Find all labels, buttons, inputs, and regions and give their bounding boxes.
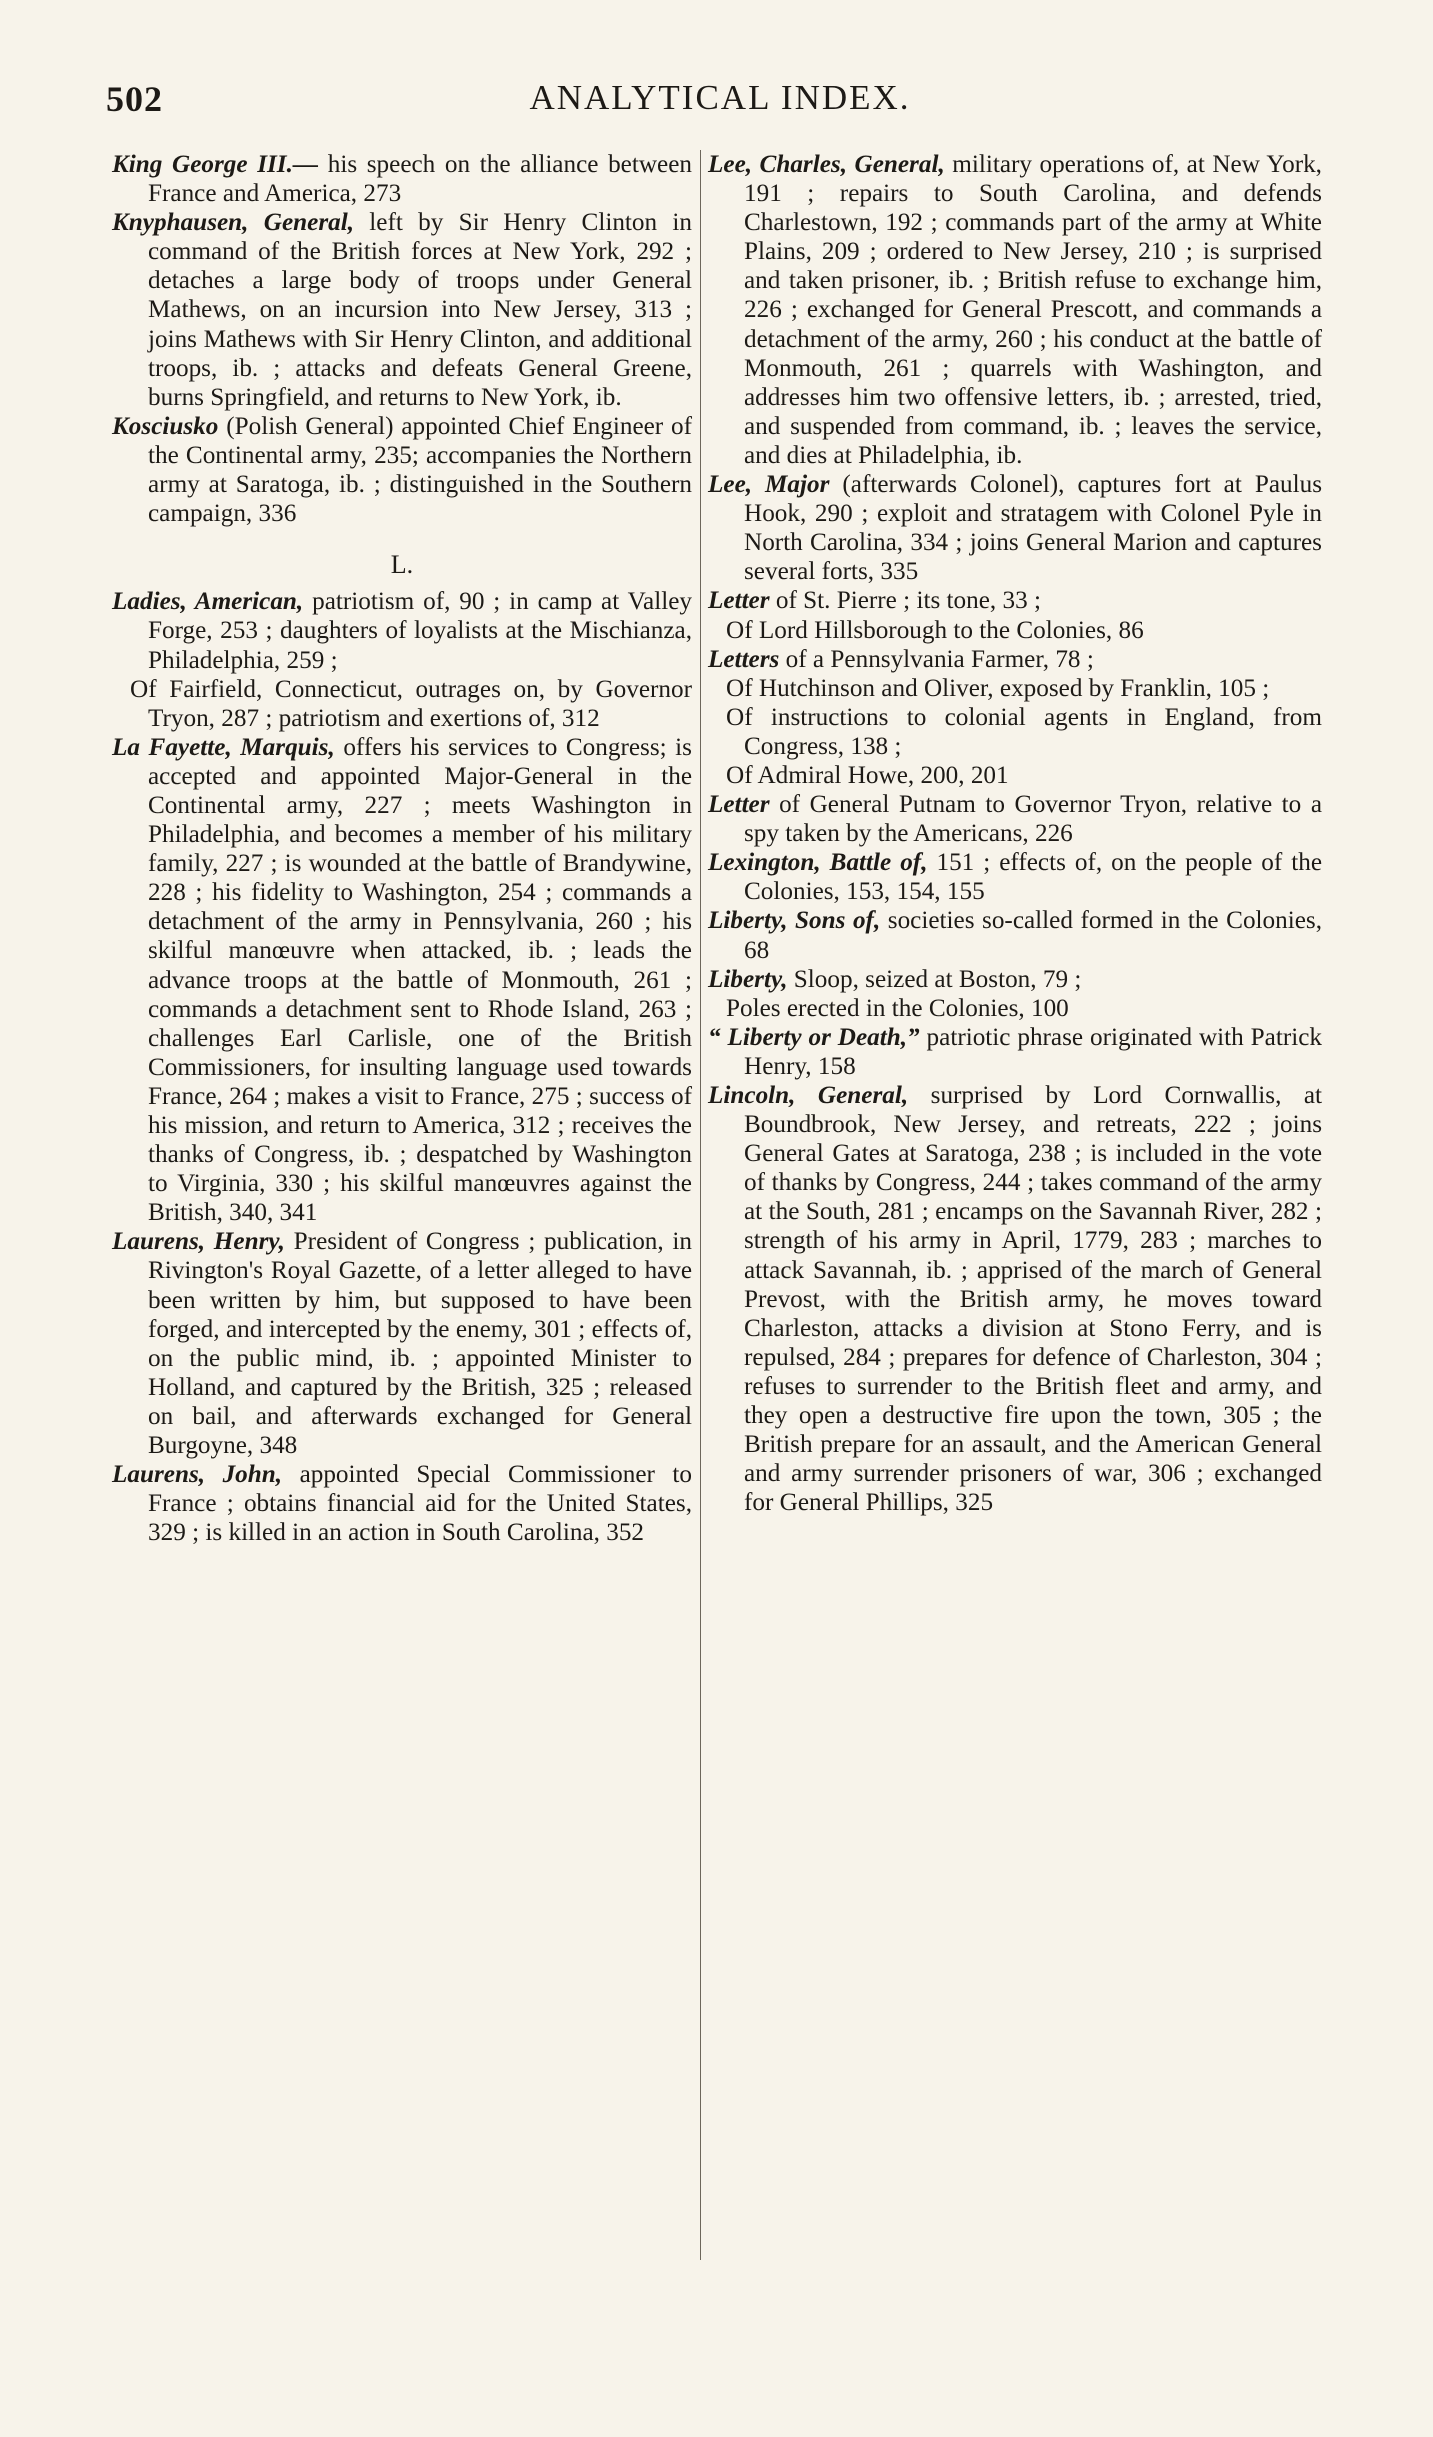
entry-heading: Lee, Charles, General, xyxy=(708,151,945,178)
index-entry xyxy=(708,761,1322,790)
entry-heading: Lexington, Battle of, xyxy=(708,849,928,877)
entry-heading: Ladies, American, xyxy=(112,588,304,616)
entry-heading: “ Liberty or Death,” xyxy=(708,1023,920,1051)
entry-heading: Knyphausen, General, xyxy=(112,209,355,237)
page-header xyxy=(100,78,1340,128)
running-title: ANALYTICAL INDEX. xyxy=(529,78,911,117)
index-entry xyxy=(708,674,1322,703)
page-number: 502 xyxy=(106,79,163,119)
entry-heading: Lincoln, General, xyxy=(708,1082,909,1109)
entry-text: of St. Pierre ; its tone, 33 ; xyxy=(769,587,1041,615)
entry-text: appointed Special Commissioner to France ; obtains financial aid for the United States, 329 ; is killed in an action in South Carolina, 352 xyxy=(148,1461,693,1547)
letter-heading: L. xyxy=(390,550,414,580)
left-column xyxy=(112,150,692,1547)
entry-heading: Letter xyxy=(708,791,770,819)
index-entry xyxy=(708,790,1322,848)
left-l-entries xyxy=(112,587,692,1547)
entry-text: (afterwards Colonel), captures fort at Paulus Hook, 290 ; exploit and stratagem with Colonel Pyle in North Carolina, 334 ; joins General Marion and captures several forts, 335 xyxy=(744,471,1322,586)
entry-text: Of Fairfield, Connecticut, outrages on, by Governor Tryon, 287 ; patriotism and exertions of, 312 xyxy=(130,675,692,732)
entry-heading: Kosciusko xyxy=(112,412,219,440)
index-entry xyxy=(708,470,1322,586)
entry-heading: Letter xyxy=(708,587,770,615)
entry-text: Of Admiral Howe, 200, 201 xyxy=(726,761,1009,789)
index-entry xyxy=(112,150,692,208)
entry-text: Of Hutchinson and Oliver, exposed by Franklin, 105 ; xyxy=(726,674,1270,702)
index-entry xyxy=(112,208,692,412)
entry-heading: Liberty, Sons of, xyxy=(708,907,881,935)
entry-heading: Liberty, xyxy=(708,965,788,993)
index-entry xyxy=(112,675,692,733)
entry-text: of a Pennsylvania Farmer, 78 ; xyxy=(779,645,1094,673)
entry-text: (Polish General) appointed Chief Engineer of the Continental army, 235; accompanies the Northern army at Saratoga, ib. ; distinguished in the Southern campaign, 336 xyxy=(148,412,692,528)
index-entry xyxy=(708,848,1322,906)
entry-text: left by Sir Henry Clinton in command of the British forces at New York, 292 ; detaches a large body of troops under General Mathews, on an incursion into New Jersey, 313 ; joins Mathews with Sir Henry Clinton, and additional troops, ib. ; attacks and defeats General Greene, burns Springfield, and returns to New York, ib. xyxy=(148,209,692,411)
entry-heading: Letters xyxy=(708,645,780,673)
index-entry xyxy=(708,586,1322,615)
right-entries xyxy=(708,150,1322,1517)
entry-heading: Lee, Major xyxy=(708,471,830,499)
entry-text: military operations of, at New York, 191 ; repairs to South Carolina, and defends Charlestown, 192 ; commands part of the army at White Plains, 209 ; ordered to New Jersey, 210 ; is surprised and taken prisoner, ib. ; British refuse to exchange him, 226 ; exchanged for General Prescott, and commands a detachment of the army, 260 ; his conduct at the battle of Monmouth, 261 ; quarrels with Washington, and addresses him two offensive letters, ib. ; arrested, tried, and suspended from command, ib. ; leaves the service, and dies at Philadelphia, ib. xyxy=(744,151,1322,469)
index-entry xyxy=(112,1227,692,1460)
column-divider xyxy=(700,150,701,2260)
entry-text: 151 ; effects of, on the people of the Colonies, 153, 154, 155 xyxy=(744,849,1323,906)
index-entry xyxy=(708,1023,1322,1081)
right-column xyxy=(708,150,1322,1517)
index-entry xyxy=(112,733,692,1228)
index-entry xyxy=(708,616,1322,645)
entry-text: Of instructions to colonial agents in England, from Congress, 138 ; xyxy=(726,703,1322,760)
entry-heading: Laurens, John, xyxy=(112,1461,283,1489)
entry-text: of General Putnam to Governor Tryon, relative to a spy taken by the Americans, 226 xyxy=(744,791,1322,848)
entry-text: Of Lord Hillsborough to the Colonies, 86 xyxy=(726,616,1144,644)
index-entry xyxy=(708,703,1322,761)
entry-text: his speech on the alliance between France and America, 273 xyxy=(148,151,692,208)
entry-text: patriotism of, 90 ; in camp at Valley Forge, 253 ; daughters of loyalists at the Mischianza, Philadelphia, 259 ; xyxy=(148,588,692,674)
index-entry xyxy=(708,1081,1322,1517)
index-entry xyxy=(708,150,1322,470)
index-entry xyxy=(708,906,1322,964)
left-k-entries xyxy=(112,150,692,528)
entry-text: societies so-called formed in the Colonies, 68 xyxy=(744,907,1322,964)
entry-heading: La Fayette, Marquis, xyxy=(112,733,335,761)
entry-heading: King George III.— xyxy=(112,151,319,178)
entry-text: President of Congress ; publication, in Rivington's Royal Gazette, of a letter alleged to have been written by him, but supposed to have been forged, and intercepted by the enemy, 301 ; effects of, on the public mind, ib. ; appointed Minister to Holland, and captured by the British, 325 ; released on bail, and afterwards exchanged for General Burgoyne, 348 xyxy=(148,1228,692,1460)
entry-heading: Laurens, Henry, xyxy=(112,1228,285,1256)
index-entry xyxy=(112,587,692,674)
index-entry xyxy=(112,1460,692,1547)
entry-text: patriotic phrase originated with Patrick Henry, 158 xyxy=(744,1023,1322,1080)
entry-text: Sloop, seized at Boston, 79 ; xyxy=(787,965,1082,993)
entry-text: Poles erected in the Colonies, 100 xyxy=(726,994,1069,1022)
entry-text: surprised by Lord Cornwallis, at Boundbrook, New Jersey, and retreats, 222 ; joins General Gates at Saratoga, 238 ; is included in the vote of thanks by Congress, 244 ; takes command of the army at the South, 281 ; encamps on the Savannah River, 282 ; strength of his army in April, 1779, 283 ; marches to attack Savannah, ib. ; apprised of the march of General Prevost, with the British army, he moves toward Charleston, attacks a division at Stono Ferry, and is repulsed, 284 ; prepares for defence of Charleston, 304 ; refuses to surrender to the British fleet and army, and they open a destructive fire upon the town, 305 ; the British prepare for an assault, and the American General and army surrender prisoners of war, 306 ; exchanged for General Phillips, 325 xyxy=(744,1082,1323,1517)
index-entry xyxy=(708,965,1322,994)
entry-text: offers his services to Congress; is accepted and appointed Major-General in the Continental army, 227 ; meets Washington in Philadelphia, and becomes a member of his military family, 227 ; is wounded at the battle of Brandywine, 228 ; his fidelity to Washington, 254 ; commands a detachment of the army in Pennsylvania, 260 ; his skilful manœuvre when attacked, ib. ; leads the advance troops at the battle of Monmouth, 261 ; commands a detachment sent to Rhode Island, 263 ; challenges Earl Carlisle, one of the British Commissioners, for insulting language used towards France, 264 ; makes a visit to France, 275 ; success of his mission, and return to America, 312 ; receives the thanks of Congress, ib. ; despatched by Washington to Virginia, 330 ; his skilful manœuvres against the British, 340, 341 xyxy=(148,733,692,1227)
index-entry xyxy=(708,994,1322,1023)
index-entry xyxy=(708,645,1322,674)
index-entry xyxy=(112,412,692,528)
